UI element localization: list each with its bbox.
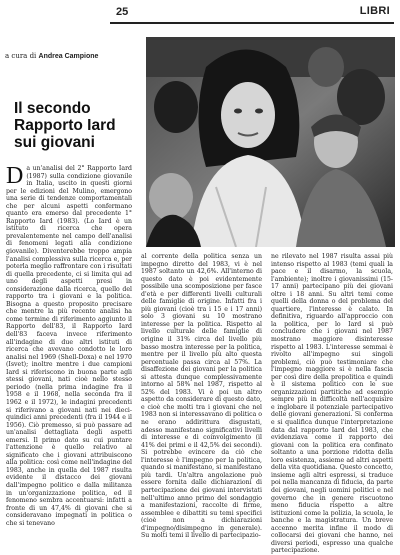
column-1-body: a un'analisi del 2° Rapporto Iard (1987) sulla condizione giovanile in Italia, uscito in questi giorni per le edizioni del Mulino, emergono una serie di tendenze comportamentali che per alcuni aspetti confermano quanto era emerso dal precedente 1° Rapporto Iard (1983). (Lo Iard è un istituto di ricerca che opera prevalentemente nel campo dell'analisi di fenomeni legati alla condizione giovanile). Diventerebbe troppo ampia l'analisi complessiva sulla ricerca e, per poterla meglio raffrontare con i risultati di quella precedente, ci si limita qui ad uno degli aspetti presi in considerazione dalla ricerca, quello del rapporto tra i giovani e la politica. Bisogna a questo proposito precisare che mentre la più recente analisi ha come termine di riferimento aggiunto il Rapporto dell'83, il Rapporto Iard dell'83 faceva invece riferimento all'indagine di due altri istituti di ricerca che avevano condotto le loro analisi nel 1969 (Shell-Doxa) e nel 1970 (Isvet); inoltre mentre i due campioni Iard si riferiscono in buona parte agli stessi giovani, nati cioè nello stesso periodo (nella prima indagine fra il 1958 e il 1968, nella seconda fra il 1962 e il 1972), le indagini precedenti si riferivano a giovani nati nei dieci-quindici anni precedenti (fra il 1944 e il 1956). Ciò premesso, si può passare ad un'analisi dettagliata degli aspetti emersi. Il primo dato su cui puntare l'attenzione è quello relativo al significato che i giovani attribuiscono alla politica: così come nell'indagine del 1983, anche in quella del 1987 risulta evidente il distacco dei giovani dall'impegno politico e dalla militanza in un'organizzazione politica, ed il fenomeno sembra accentuarsi: infatti a fronte di un 47,4% di giovani che si consideravano impegnati in politica o che si tenevano	[6, 165, 132, 527]
column-3-body: ne rilevato nel 1987 risulta assai più intenso rispetto al 1983 (temi quali la pace e il disarmo, la scuola, l'ambiente); inoltre i giovanissimi (15-17 anni) partecipano più dei giovani oltre i 18 anni. Su altri temi come quelli della donna o del problema del quartiere, l'interesse è calato. In definitiva, riguardo all'approccio con la politica, per lo Iard si può concludere che i giovani nel 1987 mostrano maggiore disinteresse rispetto al 1983. L'interesse semmai è rivolto all'impegno sui singoli problemi, ciò può testimoniare che l'impegno maggiore si è nella fascia per così dire della prepolitica e quindi è il sistema politico con le sue organizzazioni partitiche ad esempio sempre più in difficoltà nell'acquisire e inglobare il potenziale partecipativo delle giovani generazioni. Si conferma e si qualifica dunque l'interpretazione data dal rapporto Iard del 1983, che evidenziava come il rapporto dei giovani con la politica era confinato soltanto a una porzione ridotta della loro esistenza, assieme ad altri aspetti della vita quotidiana. Questo concetto, insieme agli altri espressi, si traduce poi nella mancanza di fiducia, da parte dei giovani, negli uomini politici e nel governo che in genere riscuotono meno fiducia rispetto a altre istituzioni come la polizia, la scuola, le banche e la magistratura. Un breve accenno merita infine il modo di collocarsi dei giovani che hanno, nei diversi periodi, espresso una qualche partecipazione.	[271, 253, 393, 555]
photo-young-people-group-icon	[146, 37, 395, 247]
section-label: LIBRI	[359, 5, 390, 17]
byline	[5, 52, 98, 60]
drop-cap: D	[6, 163, 24, 189]
headline-line-1: Il secondo	[14, 100, 91, 117]
byline-author: Andrea Campione	[38, 53, 99, 60]
page-header	[0, 0, 400, 34]
headline-line-2: Rapporto Iard	[14, 117, 116, 134]
column-2-body: al corrente della politica senza un impegno diretto del 1983, vi è nel 1987 soltanto un 42,6%. All'interno di questo dato è poi evidentemente possibile una scomposizione per fasce d'età e per differenti livelli culturali delle famiglie di origine. Infatti fra i più giovani (cioè tra i 15 e i 17 anni) solo 3 giovani su 10 mostrano interesse per la politica. Rispetto al livello culturale delle famiglie di origine il 31% circa del livello più basso mostra interesse per la politica, mentre per il livello più alto questa percentuale passa circa al 57%. La disaffezione dei giovani per la politica si attesta dunque complessivamente intorno al 58% nel 1987, rispetto al 52% del 1983. Vi è poi un altro aspetto da considerare di questo dato, e cioè che molti tra i giovani che nel 1983 non si interessavano di politica o ne erano addirittura disgustati, adesso manifestano significativi livelli di interesse e di coinvolgimento (il 41% dei primi e il 42,5% dei secondi). Si potrebbe evincere da ciò che l'interesse è l'impegno per la politica, quando si manifestano, si manifestano più tardi. Un'altra angolazione può essere fornita dalle dichiarazioni di partecipazione dei giovani intervistati nell'ultimo anno primo del sondaggio a manifestazioni, raccolte di firme, assemblee e dibattiti su temi specifici (cioè non a dichiarazioni d'impegno/disimpegno in generale). Su molti temi il livello di partecipazio-	[141, 253, 262, 540]
article-headline	[14, 100, 142, 151]
page-number: 25	[116, 6, 129, 18]
headline-line-3: sui giovani	[14, 134, 95, 151]
article-photo	[146, 37, 395, 247]
article-column-1	[6, 165, 132, 527]
header-rule	[110, 22, 394, 24]
byline-prefix: a cura di	[5, 52, 37, 60]
article-column-3	[271, 253, 393, 555]
column-1-text	[6, 165, 132, 527]
article-column-2	[141, 253, 262, 540]
